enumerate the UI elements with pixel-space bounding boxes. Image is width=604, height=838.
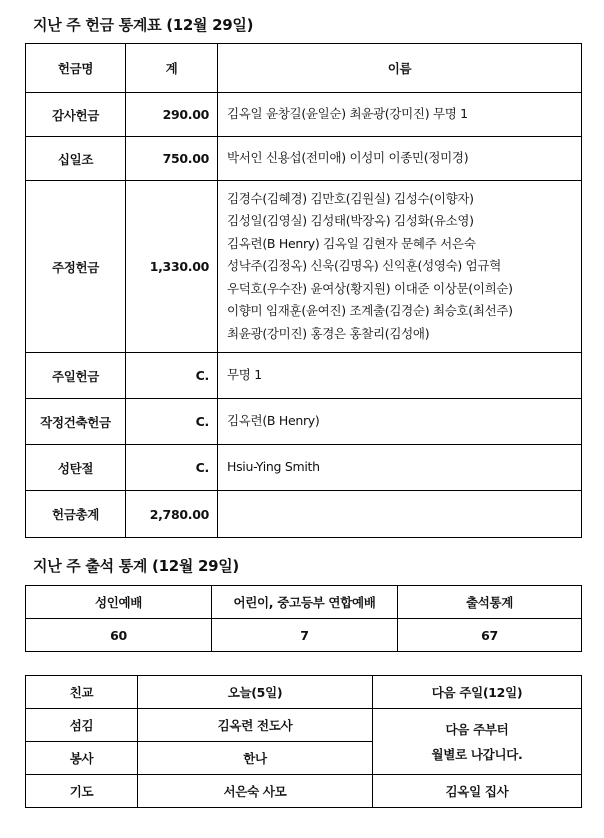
offering-header-row xyxy=(26,44,582,93)
offering-total: 2,780.00 xyxy=(126,491,218,538)
offering-name: 주일헌금 xyxy=(26,353,126,399)
youth-count: 7 xyxy=(212,619,398,652)
attendance-table xyxy=(25,585,582,652)
offering-total-row xyxy=(26,491,582,538)
offering-row xyxy=(26,93,582,137)
name-line: 김옥련(B Henry) 김옥일 김현자 문혜주 서은숙 xyxy=(227,235,476,251)
duty-table xyxy=(25,675,582,808)
offering-row xyxy=(26,137,582,181)
duty-label: 섬김 xyxy=(26,709,138,742)
offering-names xyxy=(218,93,582,137)
name-line: 김옥련(B Henry) xyxy=(227,413,320,429)
offering-row xyxy=(26,399,582,445)
offering-total: C. xyxy=(126,399,218,445)
name-line: 우덕호(우수잔) 윤여상(황지원) 이대준 이상문(이희순) xyxy=(227,280,513,296)
name-line: Hsiu-Ying Smith xyxy=(227,459,320,475)
duty-col-next: 다음 주일(12일) xyxy=(373,676,582,709)
next-note-line: 다음 주부터 xyxy=(445,721,509,737)
offering-name: 성탄절 xyxy=(26,445,126,491)
offering-total: 290.00 xyxy=(126,93,218,137)
offering-names xyxy=(218,353,582,399)
name-line: 김경수(김혜경) 김만호(김원실) 김성수(이향자) xyxy=(227,190,474,206)
offering-total: 1,330.00 xyxy=(126,181,218,353)
offering-table xyxy=(25,43,582,538)
offering-name: 헌금총계 xyxy=(26,491,126,538)
duty-row xyxy=(26,676,582,709)
offering-total: 750.00 xyxy=(126,137,218,181)
duty-today: 서은숙 사모 xyxy=(138,775,373,808)
offering-row xyxy=(26,181,582,353)
next-note-line: 월별로 나갑니다. xyxy=(431,746,523,762)
header-names: 이름 xyxy=(218,44,582,93)
duty-col-today: 오늘(5일) xyxy=(138,676,373,709)
attendance-title: 지난 주 출석 통계 (12월 29일) xyxy=(33,557,239,575)
duty-today: 김옥련 전도사 xyxy=(138,709,373,742)
attendance-value-row xyxy=(26,619,582,652)
offering-name: 작정건축헌금 xyxy=(26,399,126,445)
offering-row xyxy=(26,445,582,491)
offering-names xyxy=(218,399,582,445)
duty-row xyxy=(26,709,582,742)
header-adult-service: 성인예배 xyxy=(26,586,212,619)
name-line: 성낙주(김정옥) 신욱(김명옥) 신익훈(성영숙) 엄규혁 xyxy=(227,258,501,274)
offering-name: 감사헌금 xyxy=(26,93,126,137)
header-offering-name: 헌금명 xyxy=(26,44,126,93)
offering-names xyxy=(218,491,582,538)
offering-names xyxy=(218,445,582,491)
name-line: 이향미 임재훈(윤여진) 조계출(김경순) 최승호(최선주) xyxy=(227,303,513,319)
duty-today: 한나 xyxy=(138,742,373,775)
attendance-total: 67 xyxy=(398,619,582,652)
name-line: 김옥일 윤창길(윤일순) 최윤광(강미진) 무명 1 xyxy=(227,106,468,122)
adult-count: 60 xyxy=(26,619,212,652)
offering-row xyxy=(26,353,582,399)
name-line: 무명 1 xyxy=(227,367,262,383)
offering-name: 십일조 xyxy=(26,137,126,181)
offering-title: 지난 주 헌금 통계표 (12월 29일) xyxy=(33,16,254,34)
duty-label: 친교 xyxy=(26,676,138,709)
duty-next-note xyxy=(373,709,582,775)
name-line: 최윤광(강미진) 홍경은 홍찰리(김성애) xyxy=(227,325,430,341)
header-total: 계 xyxy=(126,44,218,93)
offering-total: C. xyxy=(126,445,218,491)
offering-names xyxy=(218,181,582,353)
header-youth-service: 어린이, 중고등부 연합예배 xyxy=(212,586,398,619)
offering-names xyxy=(218,137,582,181)
offering-total: C. xyxy=(126,353,218,399)
duty-label: 봉사 xyxy=(26,742,138,775)
duty-row xyxy=(26,775,582,808)
header-attendance-total: 출석통계 xyxy=(398,586,582,619)
name-line: 박서인 신용섭(전미애) 이성미 이종민(정미경) xyxy=(227,150,469,166)
name-line: 김성일(김영실) 김성태(박장옥) 김성화(유소영) xyxy=(227,213,474,229)
offering-name: 주정헌금 xyxy=(26,181,126,353)
duty-label: 기도 xyxy=(26,775,138,808)
attendance-header-row xyxy=(26,586,582,619)
duty-next: 김옥일 집사 xyxy=(373,775,582,808)
